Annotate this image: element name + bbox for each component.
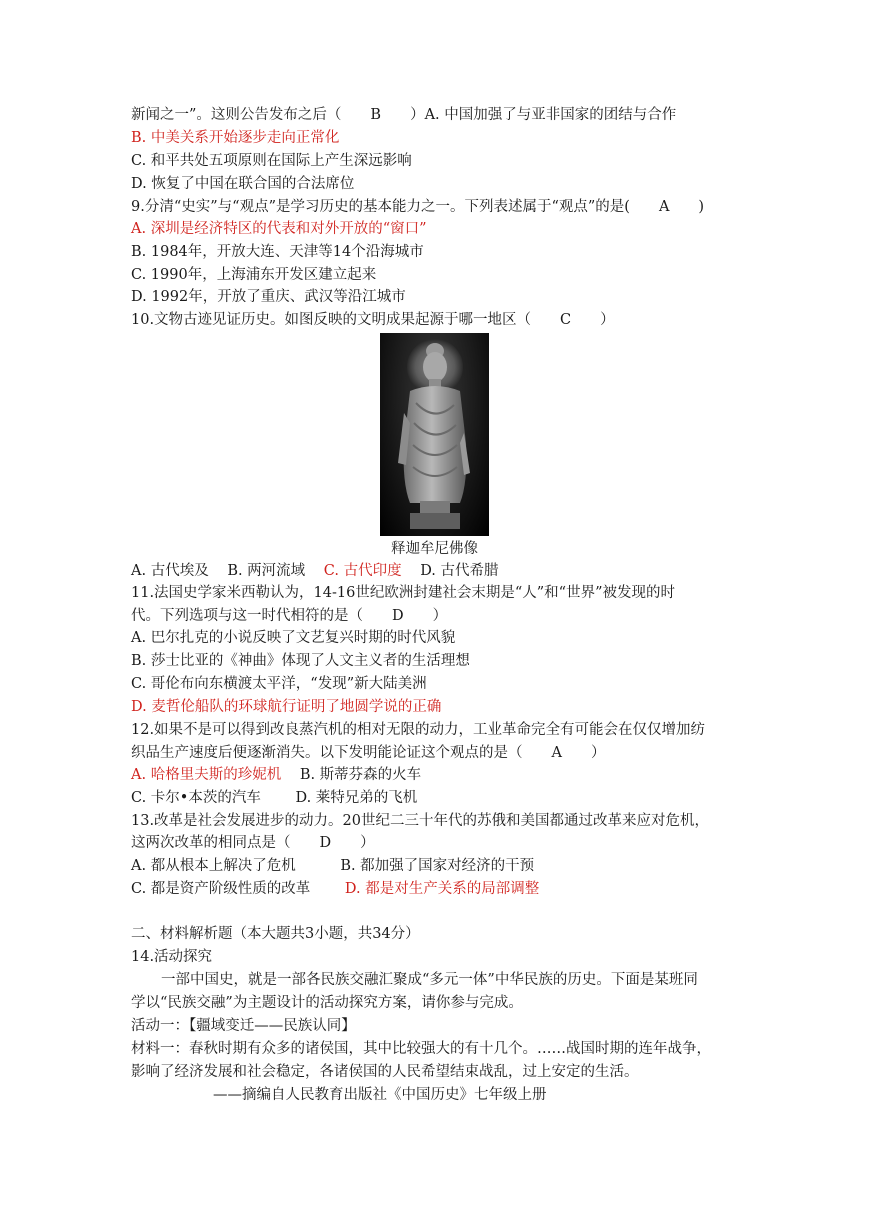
q8-option-c: C. 和平共处五项原则在国际上产生深远影响 bbox=[131, 153, 412, 169]
q8-option-d: D. 恢复了中国在联合国的合法席位 bbox=[131, 176, 355, 192]
q14-intro-line2: 学以“民族交融”为主题设计的活动探究方案，请你参与完成。 bbox=[131, 995, 523, 1011]
q10-option-a: A. 古代埃及 bbox=[131, 563, 209, 579]
q10-option-d: D. 古代希腊 bbox=[420, 563, 499, 579]
q13-options-row2 bbox=[131, 879, 553, 899]
q12-option-b: B. 斯蒂芬森的火车 bbox=[299, 767, 422, 783]
q11-option-c: C. 哥伦布向东横渡太平洋，“发现”新大陆美洲 bbox=[131, 676, 427, 692]
activity1-title: 活动一：【疆域变迁——民族认同】 bbox=[131, 1018, 356, 1034]
q13-option-a: A. 都从根本上解决了危机 bbox=[131, 858, 296, 874]
q10-option-b: B. 两河流域 bbox=[227, 563, 306, 579]
q13-stem-line2: 这两次改革的相同点是（ D ） bbox=[131, 835, 375, 851]
q14-title: 14.活动探究 bbox=[131, 949, 213, 965]
q9-option-c: C. 1990年，上海浦东开发区建立起来 bbox=[131, 267, 377, 283]
section2-heading: 二、材料解析题（本大题共3小题，共34分） bbox=[131, 926, 420, 942]
q10-option-c: C. 古代印度 bbox=[323, 563, 402, 579]
q12-option-c: C. 卡尔•本茨的汽车 bbox=[131, 790, 261, 806]
q13-option-b: B. 都加强了国家对经济的干预 bbox=[340, 858, 535, 874]
q13-stem-line1: 13.改革是社会发展进步的动力。20世纪二三十年代的苏俄和美国都通过改革来应对危机， bbox=[131, 813, 710, 829]
q10-options-row bbox=[131, 561, 513, 581]
buddha-statue-image bbox=[380, 333, 489, 536]
q8-stem: 新闻之一”。这则公告发布之后（ B ）A. 中国加强了与亚非国家的团结与合作 bbox=[131, 107, 677, 123]
q12-option-d: D. 莱特兄弟的飞机 bbox=[295, 790, 418, 806]
q10-stem: 10.文物古迹见证历史。如图反映的文明成果起源于哪一地区（ C ） bbox=[131, 312, 615, 328]
q11-stem-line1: 11.法国史学家米西勒认为，14-16世纪欧洲封建社会末期是“人”和“世界”被发现的时 bbox=[131, 585, 676, 601]
q12-options-row1 bbox=[131, 765, 435, 785]
material1-line2: 影响了经济发展和社会稳定，各诸侯国的人民希望结束战乱，过上安定的生活。 bbox=[131, 1064, 639, 1080]
material1-line1: 材料一：春秋时期有众多的诸侯国，其中比较强大的有十几个。……战国时期的连年战争， bbox=[131, 1041, 711, 1057]
q11-option-a: A. 巴尔扎克的小说反映了文艺复兴时期的时代风貌 bbox=[131, 630, 456, 646]
q12-stem-line1: 12.如果不是可以得到改良蒸汽机的相对无限的动力，工业革命完全有可能会在仅仅增加纺 bbox=[131, 722, 706, 738]
q14-intro-line1: 一部中国史，就是一部各民族交融汇聚成“多元一体”中华民族的历史。下面是某班同 bbox=[161, 972, 698, 988]
material1-source: ——摘编自人民教育出版社《中国历史》七年级上册 bbox=[213, 1087, 547, 1103]
q12-stem-line2: 织品生产速度后便逐渐消失。以下发明能论证这个观点的是（ A ） bbox=[131, 745, 606, 761]
q13-options-row1 bbox=[131, 856, 548, 876]
q11-option-d: D. 麦哲伦船队的环球航行证明了地圆学说的正确 bbox=[131, 699, 442, 715]
q9-option-d: D. 1992年，开放了重庆、武汉等沿江城市 bbox=[131, 289, 406, 305]
q11-option-b: B. 莎士比亚的《神曲》体现了人文主义者的生活理想 bbox=[131, 653, 470, 669]
q9-option-a: A. 深圳是经济特区的代表和对外开放的“窗口” bbox=[131, 221, 427, 237]
q9-option-b: B. 1984年，开放大连、天津等14个沿海城市 bbox=[131, 244, 424, 260]
figure-caption: 释迦牟尼佛像 bbox=[391, 541, 478, 557]
q12-option-a: A. 哈格里夫斯的珍妮机 bbox=[131, 767, 282, 783]
q13-option-c: C. 都是资产阶级性质的改革 bbox=[131, 881, 311, 897]
q11-stem-line2: 代。下列选项与这一时代相符的是（ D ） bbox=[131, 608, 448, 624]
q8-option-b: B. 中美关系开始逐步走向正常化 bbox=[131, 130, 340, 146]
q12-options-row2 bbox=[131, 788, 431, 808]
q13-option-d: D. 都是对生产关系的局部调整 bbox=[344, 881, 540, 897]
buddha-statue-drawing bbox=[380, 333, 489, 536]
q9-stem: 9.分清“史实”与“观点”是学习历史的基本能力之一。下列表述属于“观点”的是( A ) bbox=[131, 199, 705, 215]
